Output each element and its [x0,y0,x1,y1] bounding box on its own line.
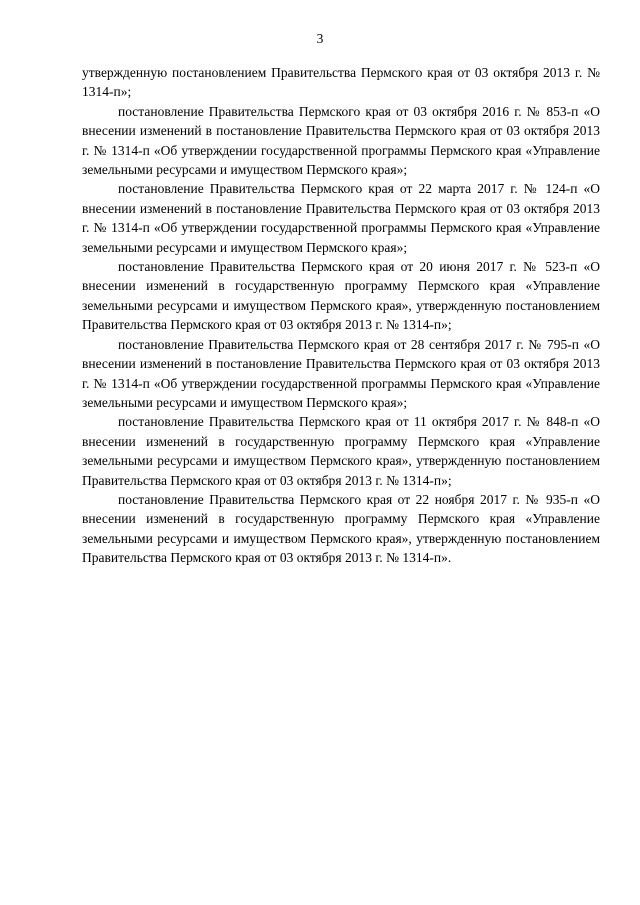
paragraph-resolution-853: постановление Правительства Пермского края от 03 октября 2016 г. № 853-п «О внесении изменений в постановление Правительства Пермского края от 03 октября 2013 г. № 1314-п «Об утверждении государственной программы Пермского края «Управление земельными ресурсами и имуществом Пермского края»; [82,103,600,178]
paragraph-resolution-124: постановление Правительства Пермского края от 22 марта 2017 г. № 124-п «О внесении изменений в постановление Правительства Пермского края от 03 октября 2013 г. № 1314-п «Об утверждении государственной программы Пермского края «Управление земельными ресурсами и имуществом Пермского края»; [82,181,600,255]
document-body [82,63,600,568]
paragraph-continuation: утвержденную постановлением Правительства Пермского края от 03 октября 2013 г. № 1314-п»; [82,65,600,100]
paragraph-resolution-935: постановление Правительства Пермского края от 22 ноября 2017 г. № 935-п «О внесении изменений в государственную программу Пермского края «Управление земельными ресурсами и имуществом Пермского края», утвержденную постановлением Правительства Пермского края от 03 октября 2013 г. № 1314-п». [82,491,600,566]
paragraph-resolution-795: постановление Правительства Пермского края от 28 сентября 2017 г. № 795-п «О внесении изменений в постановление Правительства Пермского края от 03 октября 2013 г. № 1314-п «Об утверждении государственной программы Пермского края «Управление земельными ресурсами и имуществом Пермского края»; [82,336,600,410]
paragraph-resolution-523: постановление Правительства Пермского края от 20 июня 2017 г. № 523-п «О внесении изменений в государственную программу Пермского края «Управление земельными ресурсами и имуществом Пермского края», утвержденную постановлением Правительства Пермского края от 03 октября 2013 г. № 1314-п»; [82,259,600,333]
page-number: 3 [316,31,324,46]
paragraph-resolution-848: постановление Правительства Пермского края от 11 октября 2017 г. № 848-п «О внесении изменений в государственную программу Пермского края «Управление земельными ресурсами и имуществом Пермского края», утвержденную постановлением Правительства Пермского края от 03 октября 2013 г. № 1314-п»; [82,414,600,488]
